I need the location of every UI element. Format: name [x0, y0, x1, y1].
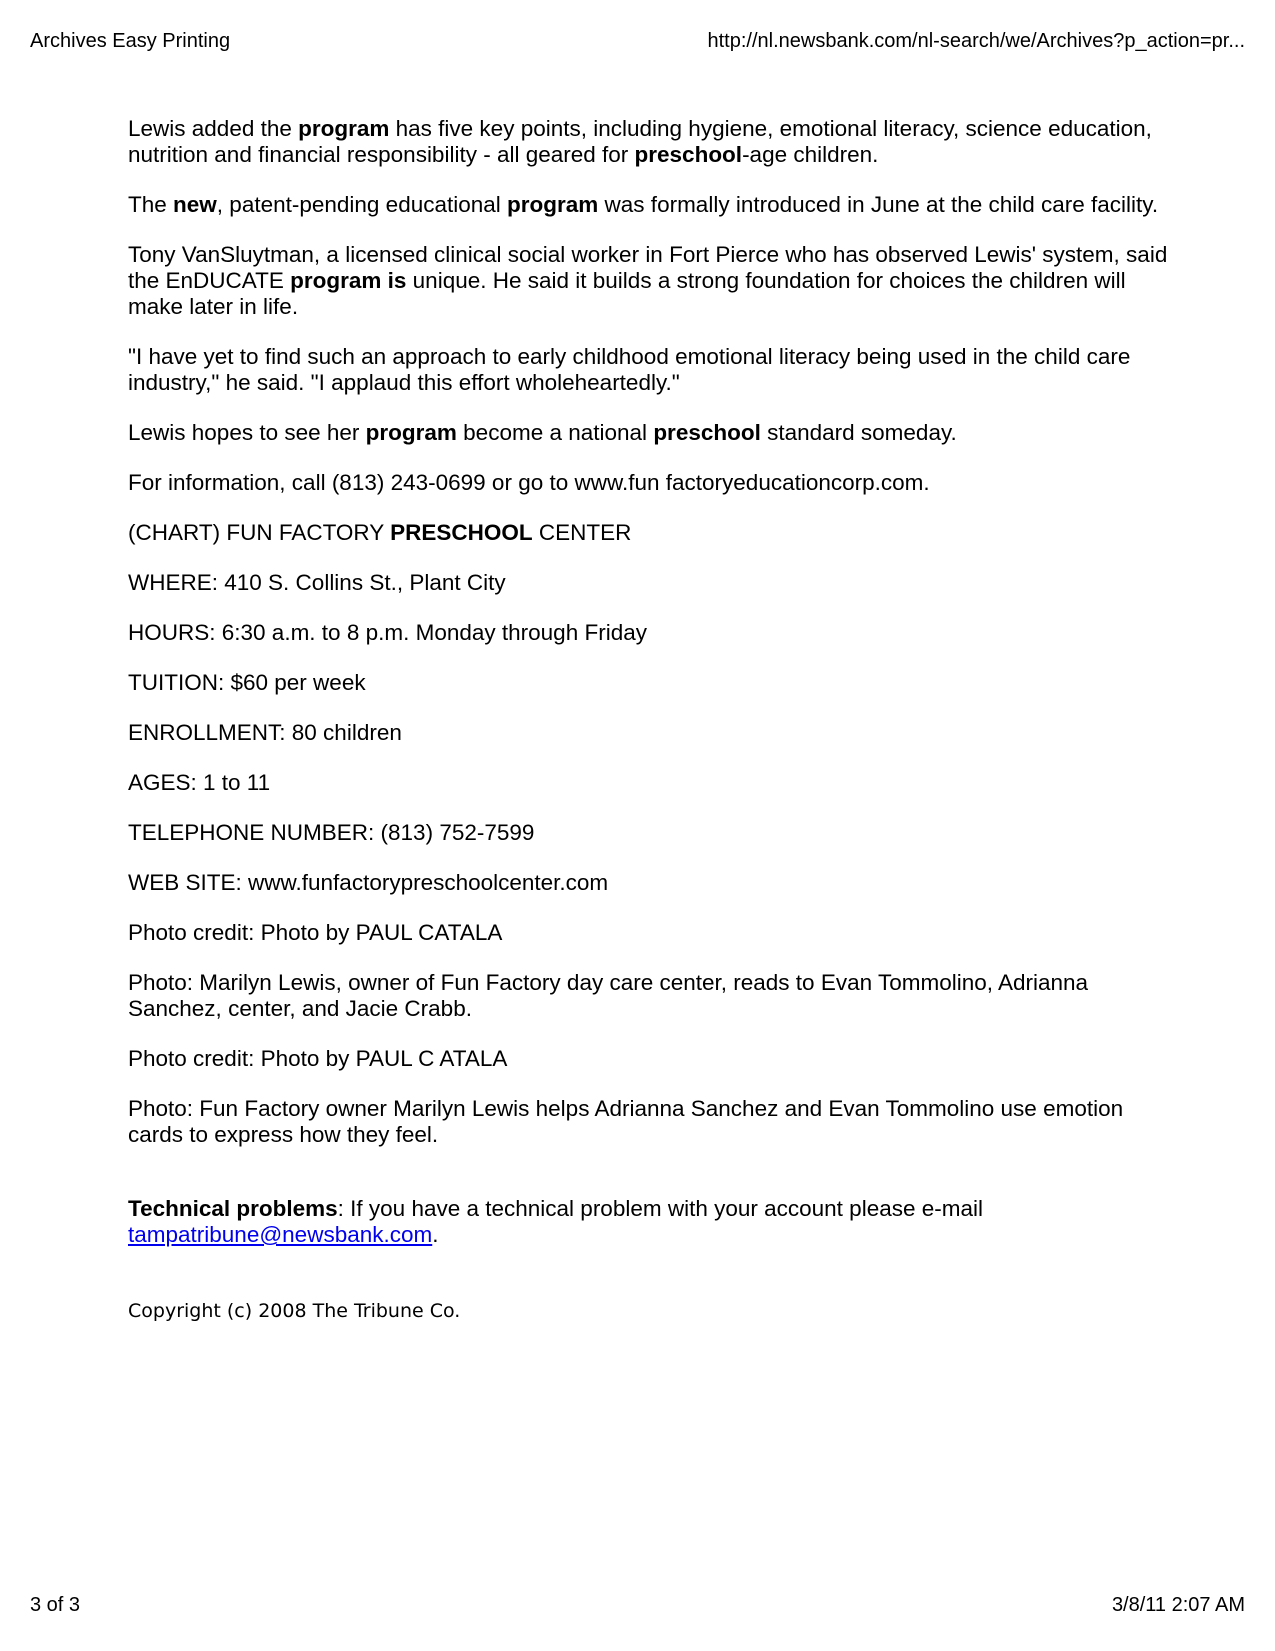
info-website: WEB SITE: www.funfactorypreschoolcenter.com	[128, 870, 609, 895]
photo-credit: Photo credit: Photo by PAUL C ATALA	[128, 1046, 508, 1071]
info-hours: HOURS: 6:30 a.m. to 8 p.m. Monday through Friday	[128, 620, 647, 645]
highlight-term: program	[365, 420, 457, 445]
article-paragraph: Lewis hopes to see her program become a national preschool standard someday.	[128, 420, 957, 445]
info-ages: AGES: 1 to 11	[128, 770, 271, 795]
article-body	[128, 116, 1173, 1346]
print-header-url: http://nl.newsbank.com/nl-search/we/Archives?p_action=pr...	[707, 30, 1245, 52]
highlight-term: PRESCHOOL	[390, 520, 533, 545]
article-paragraph: Tony VanSluytman, a licensed clinical social worker in Fort Pierce who has observed Lewis' system, said the EnDUCATE program is unique. He said it builds a strong foundation for choices the children will make later in life.	[128, 242, 1168, 319]
info-telephone: TELEPHONE NUMBER: (813) 752-7599	[128, 820, 535, 845]
info-enrollment: ENROLLMENT: 80 children	[128, 720, 402, 745]
print-header-title: Archives Easy Printing	[30, 30, 231, 52]
support-email-link[interactable]: tampatribune@newsbank.com	[128, 1222, 433, 1247]
photo-caption: Photo: Marilyn Lewis, owner of Fun Factory day care center, reads to Evan Tommolino, Adrianna Sanchez, center, and Jacie Crabb.	[128, 970, 1089, 1021]
article-paragraph: The new, patent-pending educational program was formally introduced in June at the child care facility.	[128, 192, 1159, 217]
article-paragraph: "I have yet to find such an approach to early childhood emotional literacy being used in the child care industry," he said. "I applaud this effort wholeheartedly."	[128, 344, 1131, 395]
photo-caption: Photo: Fun Factory owner Marilyn Lewis helps Adrianna Sanchez and Evan Tommolino use emotion cards to express how they feel.	[128, 1096, 1124, 1147]
highlight-term: program is	[290, 268, 407, 293]
info-tuition: TUITION: $60 per week	[128, 670, 366, 695]
copyright-notice: Copyright (c) 2008 The Tribune Co.	[128, 1300, 461, 1322]
article-paragraph: For information, call (813) 243-0699 or go to www.fun factoryeducationcorp.com.	[128, 470, 930, 495]
photo-credit: Photo credit: Photo by PAUL CATALA	[128, 920, 503, 945]
highlight-term: program	[507, 192, 599, 217]
info-where: WHERE: 410 S. Collins St., Plant City	[128, 570, 506, 595]
highlight-term: preschool	[634, 142, 743, 167]
highlight-term: new	[173, 192, 217, 217]
chart-title: (CHART) FUN FACTORY PRESCHOOL CENTER	[128, 520, 632, 545]
technical-problems-notice: Technical problems: If you have a technical problem with your account please e-mail tampatribune@newsbank.com.	[128, 1196, 983, 1247]
highlight-term: program	[298, 116, 390, 141]
highlight-term: preschool	[653, 420, 761, 445]
article-paragraph: Lewis added the program has five key points, including hygiene, emotional literacy, science education, nutrition and financial responsibility - all geared for preschool-age children.	[128, 116, 1152, 167]
page-number: 3 of 3	[30, 1594, 81, 1616]
print-datetime: 3/8/11 2:07 AM	[1111, 1594, 1245, 1616]
